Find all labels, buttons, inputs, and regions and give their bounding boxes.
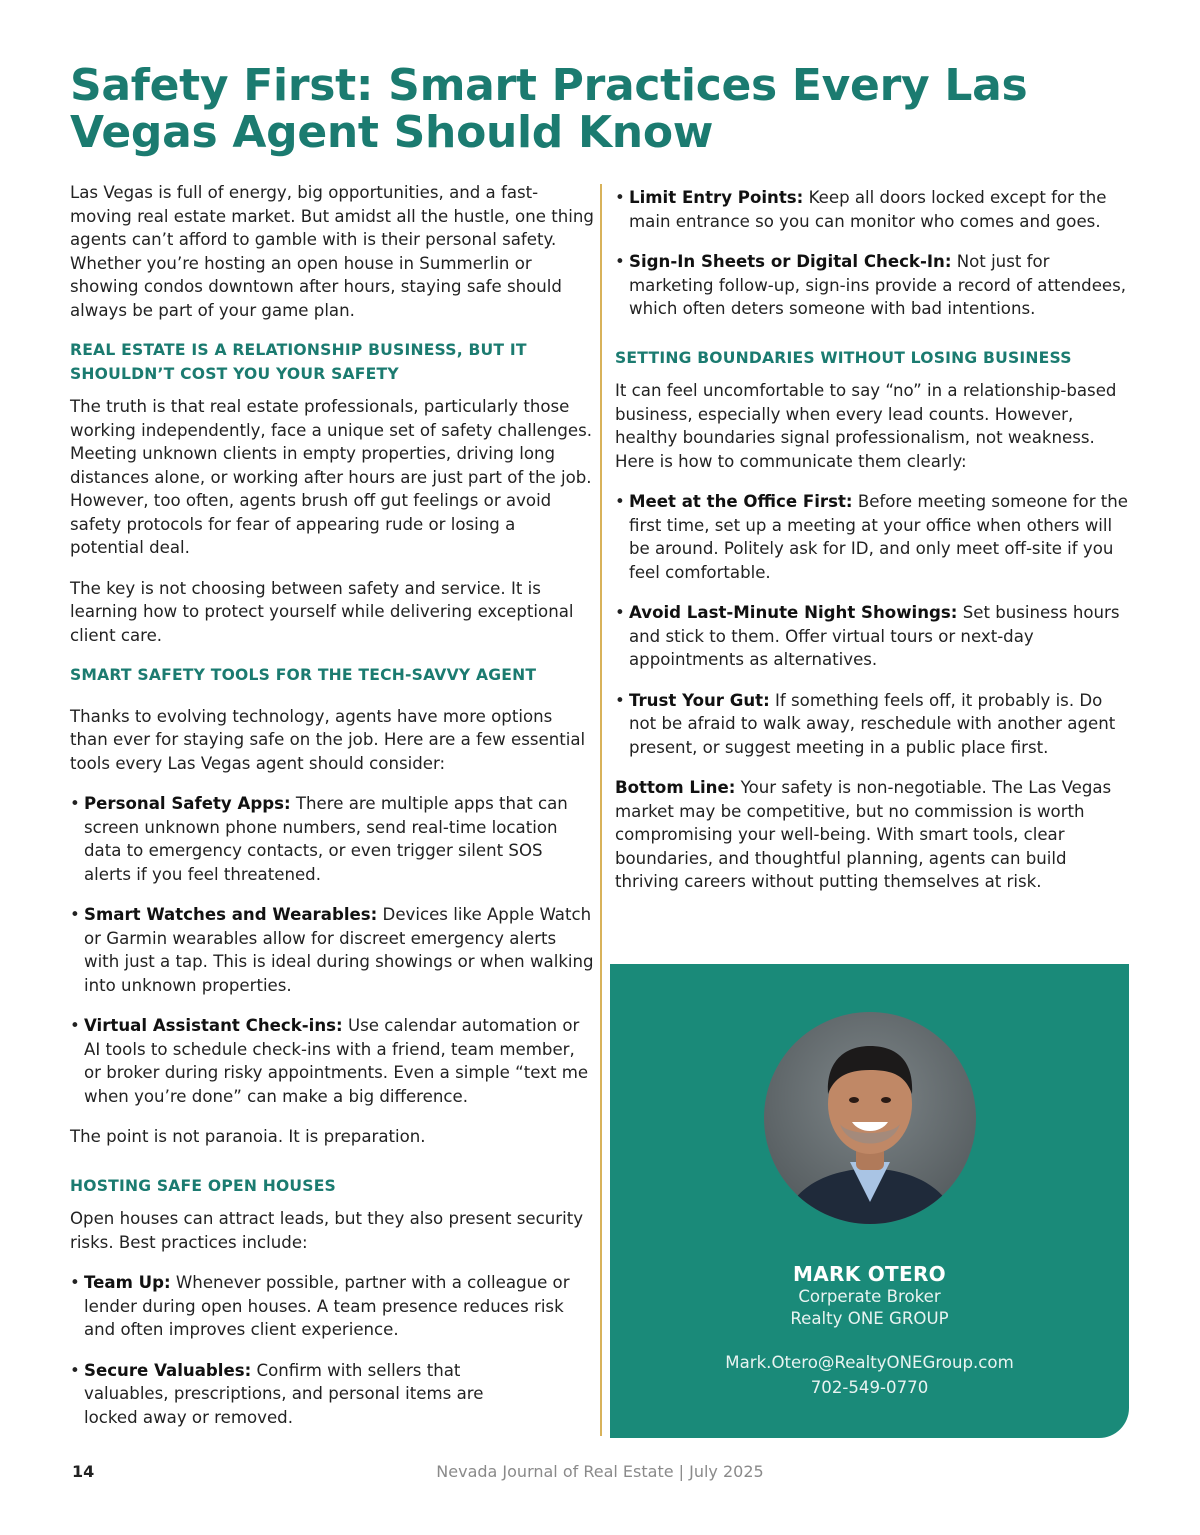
bottom-line-text: Your safety is non-negotiable. The Las Vegas market may be competitive, but no commission is worth compromising your well-being. With smart tools, clear boundaries, and thoughtful planning, agents can build thriving careers without putting themselves at risk. bbox=[615, 778, 1112, 891]
boundaries-intro: It can feel uncomfortable to say “no” in a relationship-based business, especially when every lead counts. However, healthy boundaries signal professionalism, not weakness. Here is how to communicate them clearly: bbox=[615, 381, 1117, 471]
list-term: Virtual Assistant Check-ins: bbox=[84, 1016, 343, 1035]
list-text: Use calendar automation or AI tools to schedule check-ins with a friend, team member, or broker during risky appointments. Even a simple “text me when you’re done” can make a big difference. bbox=[84, 1016, 589, 1106]
list-term: Meet at the Office First: bbox=[629, 492, 853, 511]
tools-intro: Thanks to evolving technology, agents have more options than ever for staying safe on the job. Here are a few essential tools every Las Vegas agent should consider: bbox=[70, 706, 586, 773]
bullet-icon: • bbox=[70, 905, 80, 924]
boundaries-list bbox=[615, 490, 1131, 759]
list-text: There are multiple apps that can screen unknown phone numbers, send real-time location data to emergency contacts, or even trigger silent SOS alerts if you feel threatened. bbox=[84, 794, 568, 884]
list-item bbox=[70, 1271, 594, 1342]
intro-paragraph: Las Vegas is full of energy, big opportunities, and a fast-moving real estate market. But amidst all the hustle, one thing agents can’t afford to gamble with is their personal safety. Whether you’re hosting an open house in Summerlin or showing condos downtown after hours, staying safe should always be part of your game plan. bbox=[70, 183, 594, 320]
open-houses-list bbox=[70, 1271, 594, 1429]
list-term: Personal Safety Apps: bbox=[84, 794, 291, 813]
broker-portrait-icon bbox=[764, 1012, 976, 1224]
list-item bbox=[70, 903, 594, 997]
bottom-line-paragraph bbox=[615, 776, 1131, 894]
bullet-icon: • bbox=[615, 492, 625, 511]
bottom-line-term: Bottom Line: bbox=[615, 778, 736, 797]
bullet-icon: • bbox=[615, 690, 625, 710]
list-text: Keep all doors locked except for the main entrance so you can monitor who comes and goes. bbox=[629, 188, 1107, 231]
list-item bbox=[70, 1014, 594, 1108]
bullet-icon: • bbox=[615, 188, 625, 207]
list-text: Set business hours and stick to them. Offer virtual tours or next-day appointments as alternatives. bbox=[629, 603, 1120, 669]
column-divider bbox=[600, 184, 602, 1436]
broker-contact-block bbox=[610, 1350, 1129, 1400]
left-column bbox=[70, 181, 594, 1446]
list-text: Whenever possible, partner with a colleague or lender during open houses. A team presence reduces risk and often improves client experience. bbox=[84, 1273, 570, 1339]
broker-role: Corperate Broker bbox=[798, 1287, 941, 1306]
list-term: Sign-In Sheets or Digital Check-In: bbox=[629, 252, 952, 271]
bullet-icon: • bbox=[70, 1273, 80, 1292]
section-heading-open-houses: HOSTING SAFE OPEN HOUSES bbox=[70, 1176, 336, 1195]
list-text: Not just for marketing follow-up, sign-ins provide a record of attendees, which often deters someone with bad intentions. bbox=[629, 252, 1127, 318]
tools-list bbox=[70, 792, 594, 1108]
article-title: Safety First: Smart Practices Every Las Vegas Agent Should Know bbox=[70, 60, 1028, 158]
broker-contact-card bbox=[610, 964, 1129, 1438]
section-heading-boundaries: SETTING BOUNDARIES WITHOUT LOSING BUSINESS bbox=[615, 348, 1072, 367]
broker-title-block bbox=[610, 1286, 1129, 1330]
section-heading-tools: SMART SAFETY TOOLS FOR THE TECH-SAVVY AGENT bbox=[70, 666, 537, 684]
journal-footer: Nevada Journal of Real Estate | July 2025 bbox=[436, 1462, 764, 1481]
open-houses-list-continued bbox=[615, 186, 1131, 321]
list-text: If something feels off, it probably is. Do not be afraid to walk away, reschedule with another agent present, or suggest meeting in a public place first. bbox=[629, 690, 1116, 757]
section-heading-relationship: REAL ESTATE IS A RELATIONSHIP BUSINESS, BUT IT SHOULDN’T COST YOU YOUR SAFETY bbox=[70, 341, 527, 383]
list-item bbox=[615, 250, 1131, 321]
list-term: Secure Valuables: bbox=[84, 1360, 252, 1380]
list-item bbox=[70, 792, 594, 886]
list-text: Confirm with sellers that valuables, prescriptions, and personal items are locked away or removed. bbox=[84, 1360, 484, 1427]
broker-email-link[interactable]: Mark.Otero@RealtyONEGroup.com bbox=[725, 1353, 1014, 1372]
list-item bbox=[70, 1359, 594, 1430]
open-houses-intro: Open houses can attract leads, but they also present security risks. Best practices include: bbox=[70, 1209, 584, 1252]
bullet-icon: • bbox=[70, 794, 80, 813]
broker-phone[interactable]: 702-549-0770 bbox=[810, 1378, 929, 1397]
list-item bbox=[615, 186, 1131, 233]
right-column bbox=[615, 186, 1131, 911]
bullet-icon: • bbox=[615, 252, 625, 271]
relationship-paragraph-2: The key is not choosing between safety and service. It is learning how to protect yourself while delivering exceptional client care. bbox=[70, 578, 574, 645]
broker-name: MARK OTERO bbox=[793, 1262, 946, 1286]
list-item bbox=[615, 689, 1131, 760]
page-number: 14 bbox=[72, 1462, 95, 1481]
list-term: Smart Watches and Wearables: bbox=[84, 905, 378, 924]
relationship-paragraph-1: The truth is that real estate professionals, particularly those working independently, face a unique set of safety challenges. Meeting unknown clients in empty properties, driving long distances alone, or working after hours are just part of the job. However, too often, agents brush off gut feelings or avoid safety protocols for fear of appearing rude or losing a potential deal. bbox=[70, 397, 592, 557]
bullet-icon: • bbox=[70, 1360, 80, 1380]
broker-photo bbox=[764, 1012, 976, 1224]
list-item bbox=[615, 490, 1131, 584]
bullet-icon: • bbox=[70, 1016, 80, 1035]
list-term: Avoid Last-Minute Night Showings: bbox=[629, 603, 958, 622]
tools-outro: The point is not paranoia. It is preparation. bbox=[70, 1127, 426, 1146]
list-term: Trust Your Gut: bbox=[629, 690, 770, 710]
bullet-icon: • bbox=[615, 603, 625, 622]
list-text: Before meeting someone for the first time, set up a meeting at your office when others will be around. Politely ask for ID, and only meet off-site if you feel comfortable. bbox=[629, 492, 1129, 582]
list-text: Devices like Apple Watch or Garmin wearables allow for discreet emergency alerts with just a tap. This is ideal during showings or when walking into unknown properties. bbox=[84, 905, 594, 995]
list-term: Team Up: bbox=[84, 1273, 171, 1292]
list-item bbox=[615, 601, 1131, 672]
list-term: Limit Entry Points: bbox=[629, 188, 804, 207]
broker-company: Realty ONE GROUP bbox=[790, 1309, 949, 1328]
